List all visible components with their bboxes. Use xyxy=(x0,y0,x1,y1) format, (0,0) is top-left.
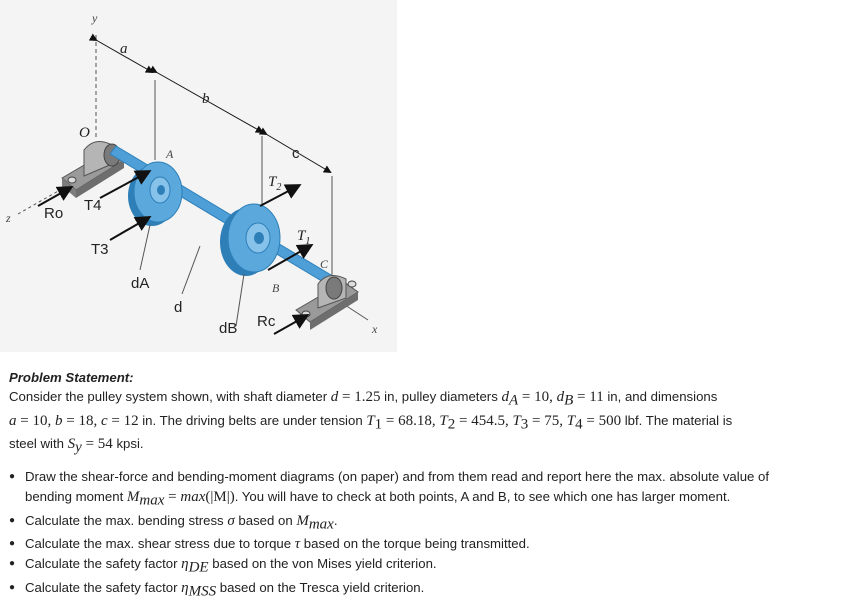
dim-b-label: b xyxy=(202,91,210,107)
problem-line-3: steel with $S_y = 54$ kpsi. xyxy=(9,436,144,456)
point-a-label: A xyxy=(166,147,174,161)
x-axis-label: x xyxy=(372,322,378,336)
ro-arrow xyxy=(38,188,70,206)
da-label: dA xyxy=(131,275,150,292)
task-moment: ● Draw the shear-force and bending-moment diagrams (on paper) and from them read and report here the max. absolute value of bending moment $M_{max} = \max(|M|)$. You will have to check at both points, A and B, to see which one has larger moment. xyxy=(9,467,845,511)
task-safety-factor-de: ● Calculate the safety factor $\eta_{DE}$ based on the von Mises yield criterion. xyxy=(9,554,845,578)
problem-line-1: Consider the pulley system shown, with shaft diameter d = 1.25 in, pulley diameters $d_A = 10$, $d_B = 11$ in, and dimensions xyxy=(9,389,718,409)
t3-arrow xyxy=(110,218,148,240)
z-axis-label: z xyxy=(6,211,11,225)
task-bending-stress: ● Calculate the max. bending stress σ based on $M_{max}$. xyxy=(9,511,845,535)
point-o-label: O xyxy=(79,125,90,141)
db-label: dB xyxy=(219,320,238,337)
t2-label: $T_2$ xyxy=(268,174,282,193)
leader-d xyxy=(182,246,200,294)
t3-label: T3 xyxy=(91,241,109,258)
rc-arrow xyxy=(274,316,306,334)
problem-heading: Problem Statement: xyxy=(9,370,134,385)
leader-db xyxy=(236,274,244,326)
task-list xyxy=(9,467,845,602)
problem-statement xyxy=(9,368,845,458)
dim-c-label: c xyxy=(292,145,300,162)
d-label: d xyxy=(174,299,183,316)
right-bearing xyxy=(296,275,358,330)
rc-label: Rc xyxy=(257,313,276,330)
leader-da xyxy=(140,225,150,270)
t1-label: $T_1$ xyxy=(297,228,311,247)
ro-label: Ro xyxy=(44,205,64,222)
t4-label: T4 xyxy=(84,197,102,214)
dim-a-label: a xyxy=(120,41,128,57)
y-axis-label: y xyxy=(92,11,98,25)
task-safety-factor-mss: ● Calculate the safety factor $\eta_{MSS}$ based on the Tresca yield criterion. xyxy=(9,578,845,602)
shaft-diagram xyxy=(0,0,397,352)
problem-line-2: a = 10, b = 18, c = 12 in. The driving belts are under tension $T_1 = 68.18$, $T_2 = 454.5$, $T_3 = 75$, $T_4 = 500$ lbf. The material is xyxy=(9,412,733,433)
pulley-a xyxy=(128,162,182,226)
shaft-figure xyxy=(0,0,397,352)
point-b-label: B xyxy=(272,281,280,295)
task-shear-stress: ● Calculate the max. shear stress due to torque τ based on the torque being transmitted. xyxy=(9,534,845,554)
point-c-label: C xyxy=(320,257,329,271)
x-axis xyxy=(345,305,368,320)
